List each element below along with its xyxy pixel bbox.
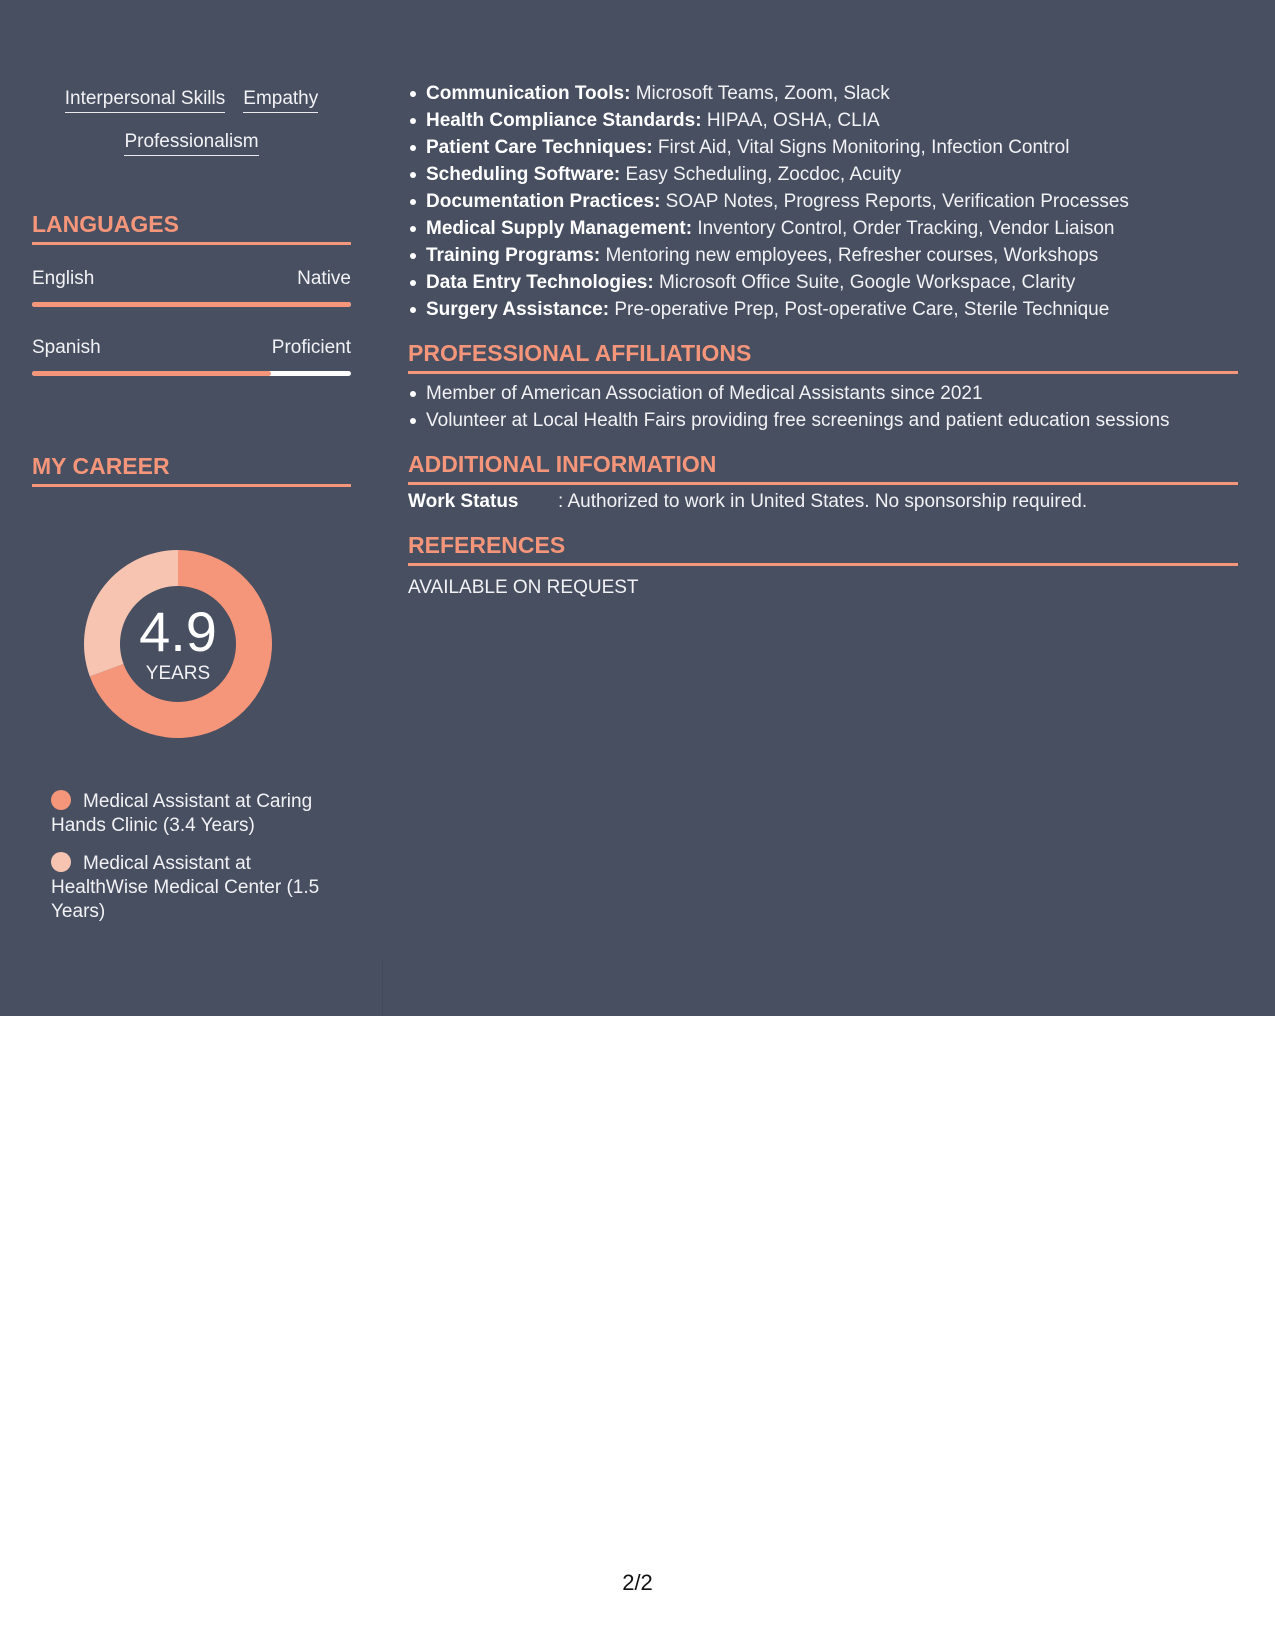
list-item: Volunteer at Local Health Fairs providing free screenings and patient education sessions xyxy=(426,407,1238,434)
language-bar-fill xyxy=(32,371,271,376)
references-heading: REFERENCES xyxy=(408,531,1238,566)
list-item-label: Communication Tools: xyxy=(426,83,631,104)
list-item xyxy=(426,188,1238,215)
additional-info-heading: ADDITIONAL INFORMATION xyxy=(408,450,1238,485)
list-item-value: Pre-operative Prep, Post-operative Care, Sterile Technique xyxy=(609,299,1110,320)
list-item-value: SOAP Notes, Progress Reports, Verification Processes xyxy=(660,191,1129,212)
career-heading: MY CAREER xyxy=(32,452,351,487)
skills-tags xyxy=(32,88,351,174)
language-bar xyxy=(32,371,351,376)
page-number: 2/2 xyxy=(622,1570,653,1595)
language-name: Spanish xyxy=(32,337,101,358)
list-item xyxy=(426,80,1238,107)
language-bar-fill xyxy=(32,302,351,307)
list-item xyxy=(426,269,1238,296)
list-item-value: Microsoft Teams, Zoom, Slack xyxy=(630,83,890,104)
list-item-value: Inventory Control, Order Tracking, Vendor Liaison xyxy=(692,218,1115,239)
list-item-label: Scheduling Software: xyxy=(426,164,621,185)
list-item-label: Health Compliance Standards: xyxy=(426,110,702,131)
skills-list xyxy=(426,80,1238,323)
list-item-value: First Aid, Vital Signs Monitoring, Infection Control xyxy=(652,137,1070,158)
skill-tag: Professionalism xyxy=(124,131,258,156)
skills-row xyxy=(32,88,351,113)
legend-dot xyxy=(51,790,71,810)
language-level: Proficient xyxy=(271,337,351,358)
list-item xyxy=(426,107,1238,134)
list-item-label: Patient Care Techniques: xyxy=(426,137,653,158)
list-item-label: Data Entry Technologies: xyxy=(426,272,654,293)
languages-heading: LANGUAGES xyxy=(32,210,351,245)
list-item-value: Microsoft Office Suite, Google Workspace, Clarity xyxy=(653,272,1076,293)
language-level: Native xyxy=(297,268,351,289)
list-item-label: Medical Supply Management: xyxy=(426,218,693,239)
list-item-value: Mentoring new employees, Refresher courses, Workshops xyxy=(600,245,1099,266)
list-item-value: HIPAA, OSHA, CLIA xyxy=(701,110,880,131)
list-item xyxy=(426,242,1238,269)
career-total-years: 4.9 xyxy=(139,600,217,663)
list-item xyxy=(426,161,1238,188)
language-spanish xyxy=(32,337,351,376)
donut-center xyxy=(66,532,290,756)
list-item-label: Surgery Assistance: xyxy=(426,299,610,320)
affiliations-heading: PROFESSIONAL AFFILIATIONS xyxy=(408,339,1238,374)
language-english xyxy=(32,268,351,307)
career-total-unit: YEARS xyxy=(145,663,211,684)
legend-item xyxy=(51,790,341,838)
skill-tag: Empathy xyxy=(243,88,318,113)
legend-item xyxy=(51,852,341,924)
work-status-value: : Authorized to work in United States. No sponsorship required. xyxy=(558,491,1088,512)
work-status-label: Work Status xyxy=(408,491,519,512)
list-item xyxy=(426,215,1238,242)
list-item: Member of American Association of Medical Assistants since 2021 xyxy=(426,380,1238,407)
career-donut-chart xyxy=(66,532,290,756)
list-item xyxy=(426,134,1238,161)
skills-row xyxy=(32,131,351,156)
skill-tag: Interpersonal Skills xyxy=(65,88,226,113)
references-text: AVAILABLE ON REQUEST xyxy=(408,577,639,598)
list-item-label: Training Programs: xyxy=(426,245,601,266)
legend-label: Medical Assistant at Caring Hands Clinic (3.4 Years) xyxy=(51,791,313,836)
list-item-label: Documentation Practices: xyxy=(426,191,661,212)
affiliations-list xyxy=(426,380,1238,434)
language-bar xyxy=(32,302,351,307)
work-status xyxy=(408,490,1238,514)
career-legend xyxy=(51,790,341,938)
legend-dot xyxy=(51,852,71,872)
column-divider xyxy=(382,960,383,1016)
legend-label: Medical Assistant at HealthWise Medical Center (1.5 Years) xyxy=(51,853,320,922)
list-item xyxy=(426,296,1238,323)
list-item-value: Easy Scheduling, Zocdoc, Acuity xyxy=(620,164,902,185)
language-name: English xyxy=(32,268,95,289)
